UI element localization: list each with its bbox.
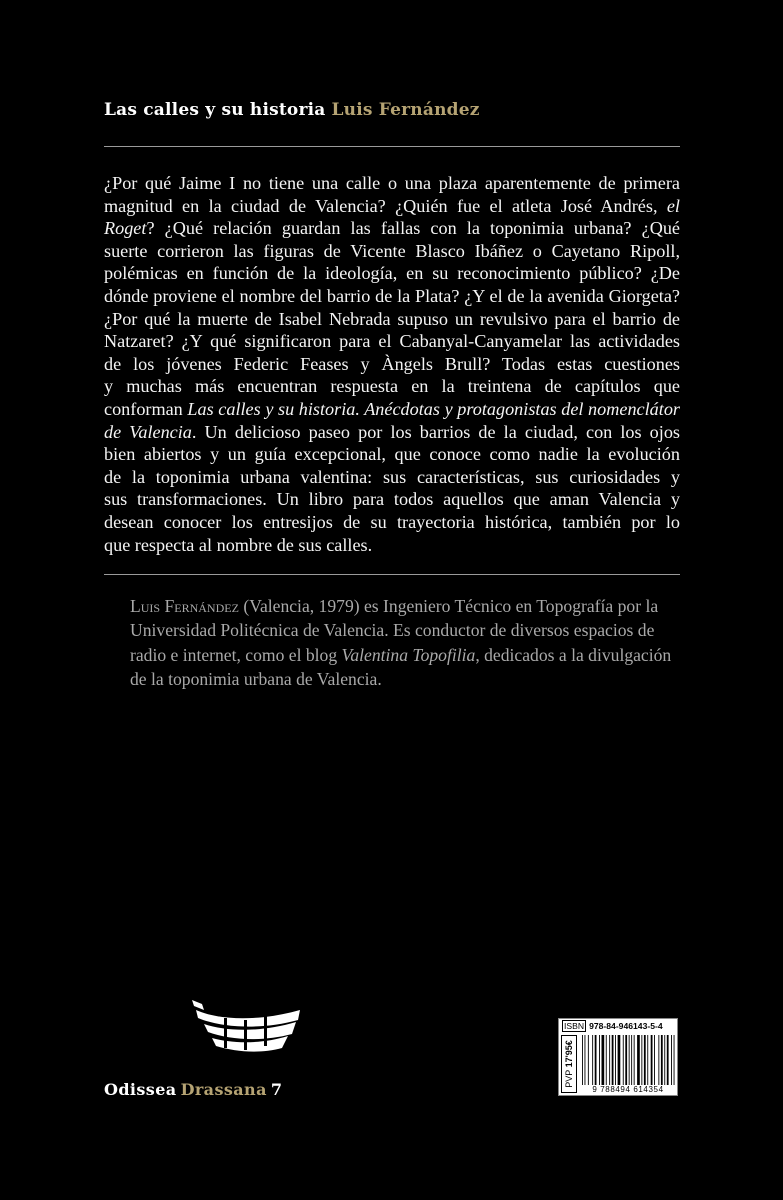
synopsis-text: sus transformaciones. Un libro para todos aquellos que aman Valencia y <box>104 489 680 510</box>
barcode-icon <box>581 1035 675 1085</box>
synopsis-text: magnitud en la ciudad de Valencia? ¿Quién fue el atleta José Andrés, <box>104 195 667 216</box>
synopsis-text: bien abiertos y un guía excepcional, que conoce como nadie la evolución <box>104 444 680 465</box>
barcode-bar <box>671 1035 672 1085</box>
isbn-line <box>562 1021 676 1031</box>
synopsis-line <box>104 285 680 308</box>
bio-line-3-end: , dedicados a la divulgación <box>475 644 672 665</box>
synopsis-italic-text: Las calles y su historia. Anécdotas y protagonistas del nomenclátor <box>187 398 680 419</box>
author-bio <box>130 594 682 692</box>
barcode-bar <box>582 1035 583 1085</box>
barcode-bar <box>658 1035 659 1085</box>
synopsis-text: desean conocer los entresijos de su trayectoria histórica, también por lo <box>104 511 680 532</box>
barcode-bar <box>631 1035 632 1085</box>
synopsis-text: polémicas en función de la ideología, en su reconocimiento público? ¿De <box>104 263 680 284</box>
barcode-bar <box>637 1035 640 1085</box>
series-name: Drassana <box>180 1080 267 1099</box>
book-author: Luis Fernández <box>331 100 480 120</box>
pvp-label: PVP <box>564 1069 574 1088</box>
barcode-bar <box>641 1035 642 1085</box>
synopsis-text: de los jóvenes Federic Feases y Àngels Brull? Todas estas cuestiones <box>104 353 680 374</box>
synopsis-line <box>104 172 680 195</box>
barcode-bar <box>647 1035 648 1085</box>
collection-name: Odissea <box>104 1080 177 1099</box>
synopsis-line <box>104 466 680 489</box>
barcode-bar <box>615 1035 616 1085</box>
barcode-bar <box>606 1035 607 1085</box>
barcode-bar <box>654 1035 655 1085</box>
barcode-bar <box>599 1035 600 1085</box>
synopsis-line <box>104 217 680 240</box>
barcode-bar <box>629 1035 630 1085</box>
top-divider <box>104 146 680 147</box>
synopsis-line <box>104 375 680 398</box>
barcode-bar <box>644 1035 646 1085</box>
synopsis-text: . Un delicioso paseo por los barrios de la ciudad, con los ojos <box>191 421 680 442</box>
barcode-bar <box>602 1035 605 1085</box>
synopsis-line <box>104 308 680 331</box>
bio-author-name: Luis Fernández <box>130 596 239 616</box>
barcode-bar <box>661 1035 663 1085</box>
series-number: 7 <box>270 1080 283 1099</box>
synopsis-text: que respecta al nombre de sus calles. <box>104 534 373 555</box>
synopsis-line <box>104 330 680 353</box>
synopsis-text: suerte corrieron las figuras de Vicente Blasco Ibáñez o Cayetano Ripoll, <box>104 240 680 261</box>
synopsis-text: Natzaret? ¿Y qué significaron para el Cabanyal-Canyamelar las actividades <box>104 331 680 352</box>
synopsis-line <box>104 240 680 263</box>
middle-divider <box>104 574 680 575</box>
synopsis-text: ¿Por qué la muerte de Isabel Nebrada supuso un revulsivo para el barrio de <box>104 308 680 329</box>
bio-line-1 <box>130 594 682 618</box>
book-synopsis <box>104 172 680 556</box>
synopsis-text: dónde proviene el nombre del barrio de la Plata? ¿Y el de la avenida Giorgeta? <box>104 285 680 306</box>
bio-line-1-text: (Valencia, 1979) es Ingeniero Técnico en Topografía por la <box>238 596 659 616</box>
synopsis-italic-text: Roget <box>104 218 147 239</box>
barcode-bar <box>625 1035 627 1085</box>
synopsis-line <box>104 511 680 534</box>
barcode-bar <box>592 1035 593 1085</box>
barcode-bar <box>674 1035 675 1085</box>
synopsis-line <box>104 398 680 421</box>
synopsis-text: conforman <box>104 398 188 419</box>
boat-logo-icon <box>188 998 304 1062</box>
synopsis-line <box>104 534 680 557</box>
barcode-bar <box>664 1035 665 1085</box>
bio-line-4: de la toponimia urbana de Valencia. <box>130 669 382 690</box>
synopsis-italic-text: el <box>666 195 680 216</box>
ean-digits: 9 788494 614354 <box>592 1085 664 1094</box>
publisher-imprint <box>104 1080 282 1099</box>
barcode-bar <box>651 1035 653 1085</box>
barcode-bar <box>595 1035 597 1085</box>
barcode-bar <box>667 1035 669 1085</box>
price-value: 17'95€ <box>564 1040 574 1068</box>
isbn-number: 978-84-946143-5-4 <box>589 1021 663 1031</box>
bio-line-3-start: radio e internet, como el blog <box>130 644 342 665</box>
barcode-bar <box>609 1035 610 1085</box>
barcode-bar <box>612 1035 614 1085</box>
synopsis-text: ? ¿Qué relación guardan las fallas con la toponimia urbana? ¿Qué <box>146 218 680 239</box>
barcode-bar <box>585 1035 586 1085</box>
isbn-label: ISBN <box>564 1021 585 1031</box>
synopsis-line <box>104 443 680 466</box>
synopsis-line <box>104 353 680 376</box>
barcode-bar <box>588 1035 589 1085</box>
synopsis-text: de la toponimia urbana valentina: sus características, sus curiosidades y <box>104 466 680 487</box>
synopsis-line <box>104 195 680 218</box>
synopsis-line <box>104 262 680 285</box>
synopsis-text: ¿Por qué Jaime I no tiene una calle o una plaza aparentemente de primera <box>104 173 680 193</box>
bio-line-2: Universidad Politécnica de Valencia. Es conductor de diversos espacios de <box>130 620 655 641</box>
synopsis-line <box>104 488 680 511</box>
price-tag <box>561 1035 577 1093</box>
barcode-bar <box>623 1035 624 1085</box>
synopsis-text: y muchas más encuentran respuesta en la treintena de capítulos que <box>104 376 680 397</box>
barcode-panel <box>558 1018 678 1096</box>
blog-name: Valentina Topofilia <box>341 644 476 665</box>
synopsis-line <box>104 421 680 444</box>
synopsis-italic-text: de Valencia <box>104 421 192 442</box>
barcode-bar <box>634 1035 635 1085</box>
header <box>104 100 684 120</box>
book-title: Las calles y su historia <box>104 100 326 120</box>
bio-line-3 <box>130 643 682 667</box>
barcode-bar <box>618 1035 621 1085</box>
